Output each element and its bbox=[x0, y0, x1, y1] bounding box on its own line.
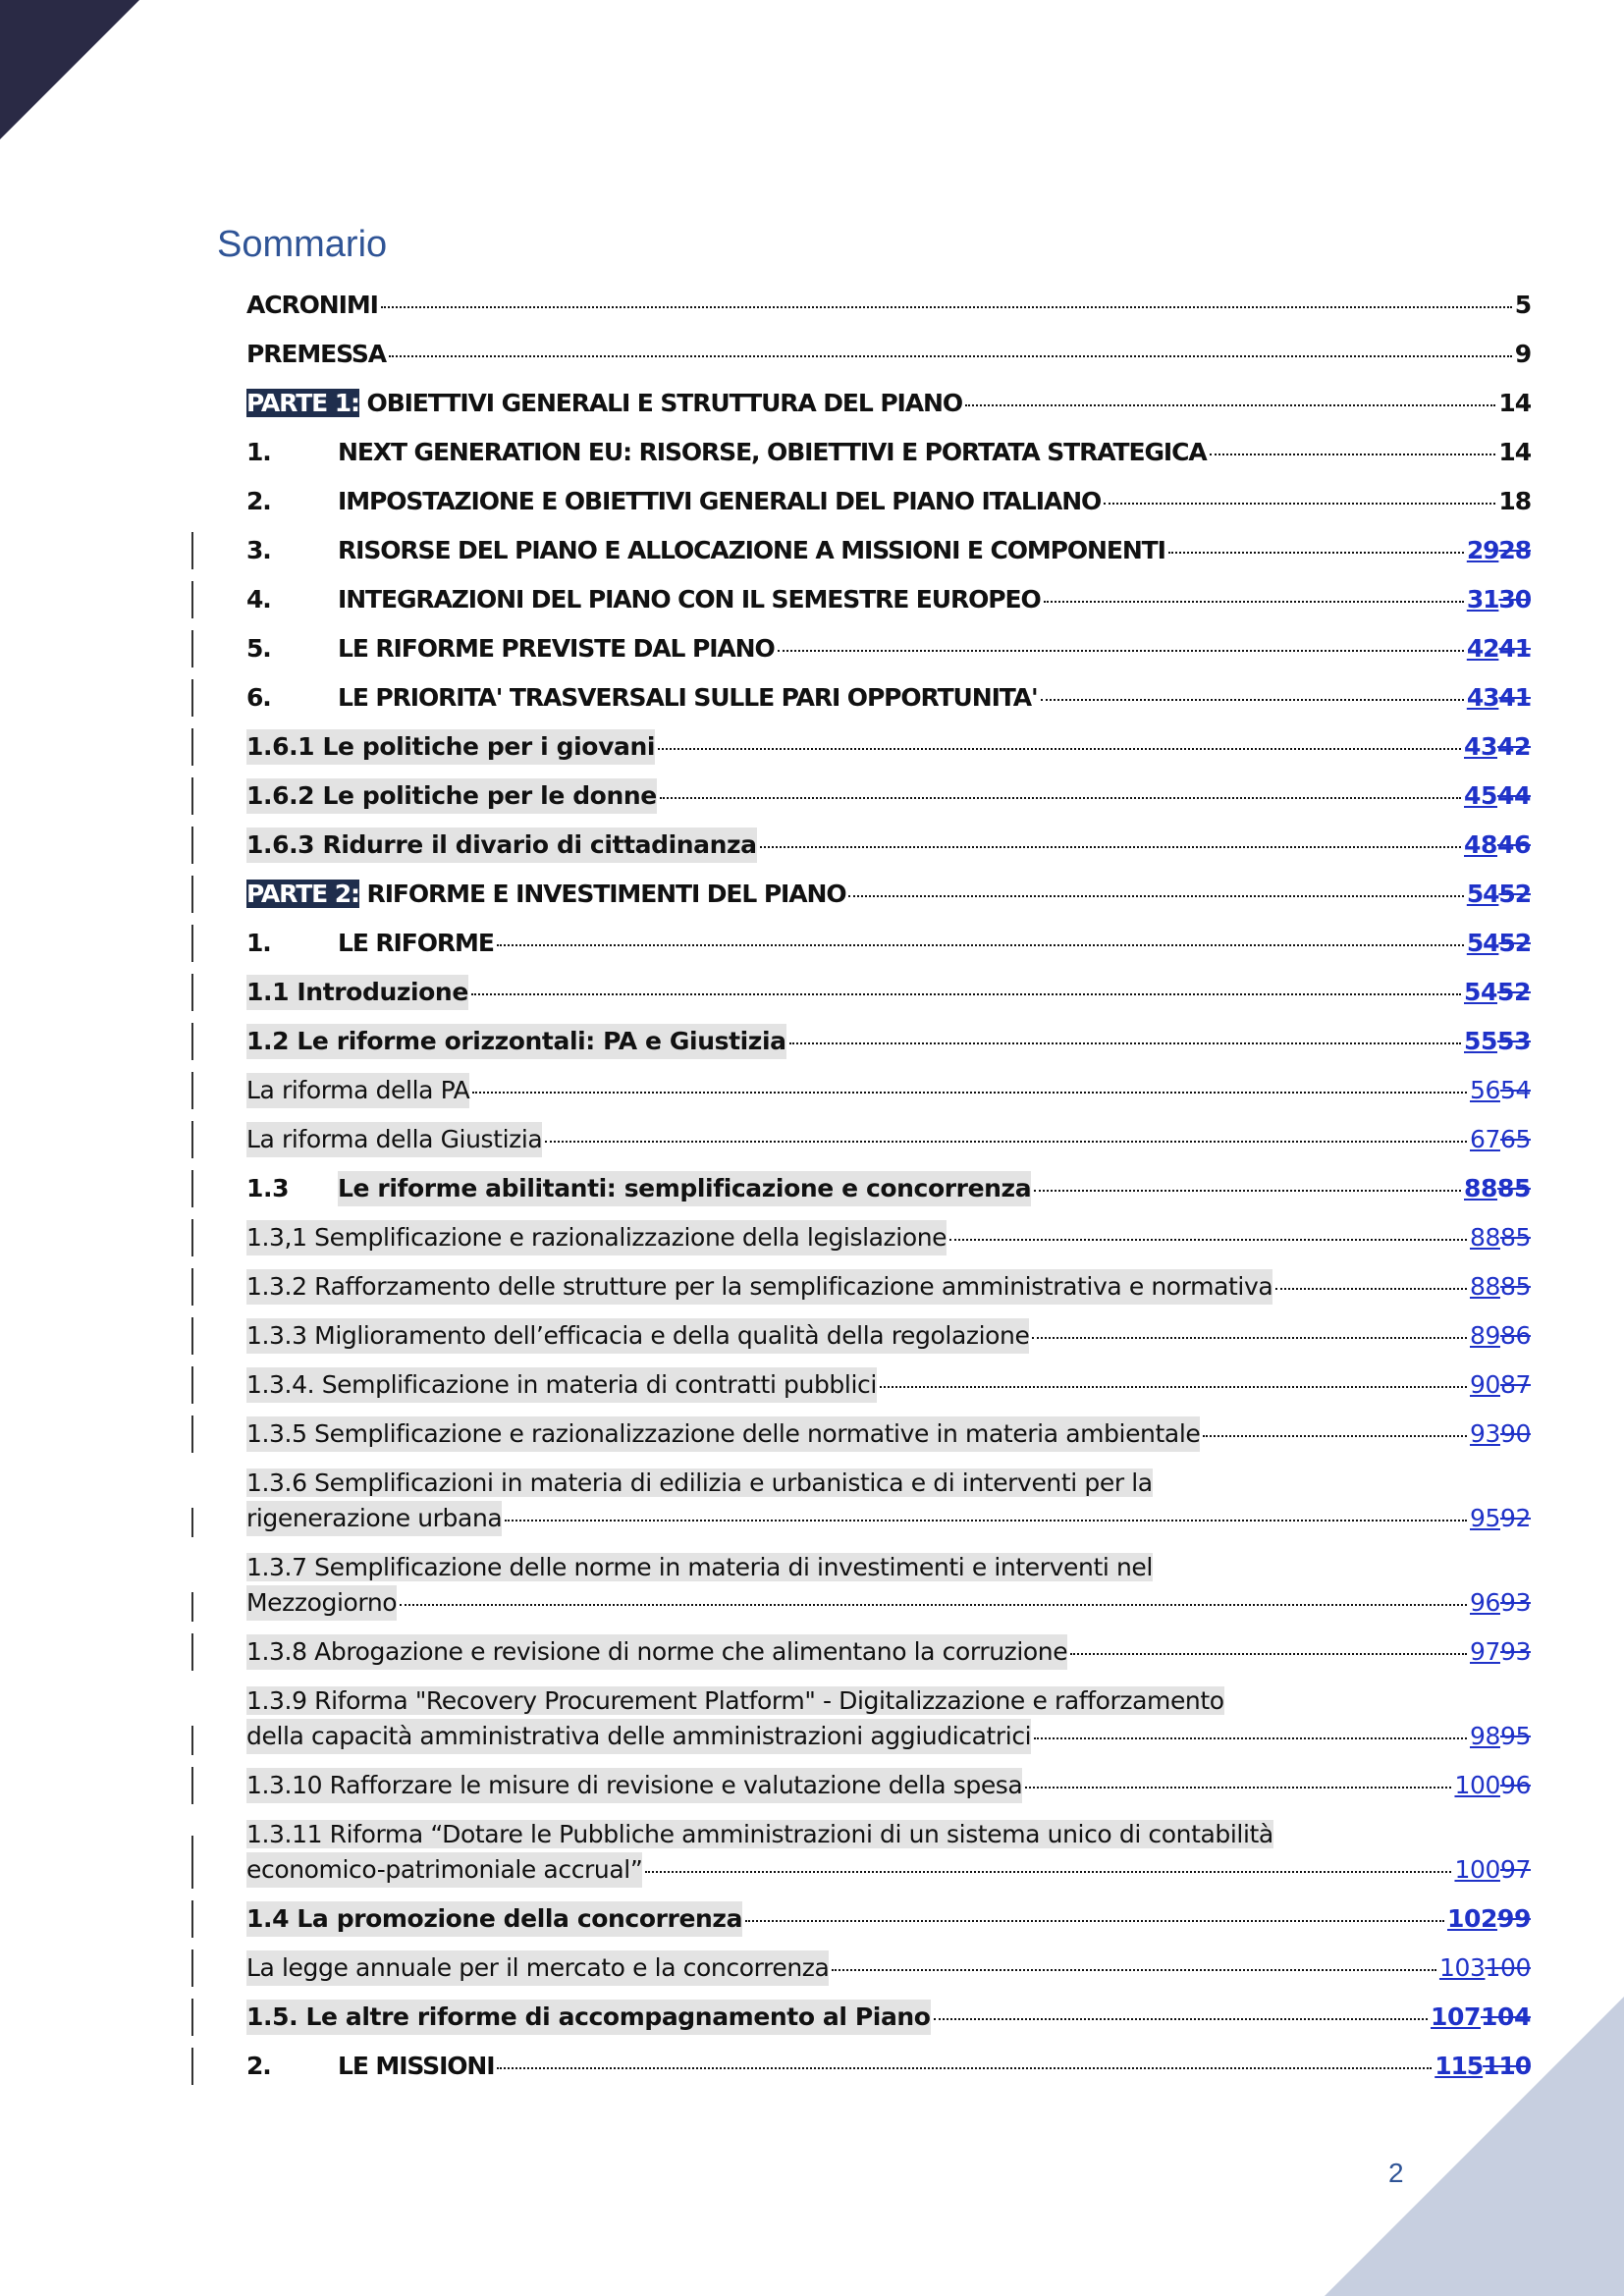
toc-entry-text: La riforma della Giustizia bbox=[246, 1122, 542, 1157]
toc-entry-riforma-giustizia[interactable] bbox=[246, 1115, 1531, 1164]
toc-page-number: 5553 bbox=[1464, 1027, 1531, 1055]
revision-change-bar bbox=[191, 1726, 193, 1755]
dot-leader bbox=[1044, 601, 1464, 603]
toc-page-number: 9087 bbox=[1469, 1370, 1531, 1399]
toc-page-number: 4341 bbox=[1466, 683, 1531, 712]
toc-entry-introduzione[interactable] bbox=[246, 968, 1531, 1017]
toc-page-number: 10097 bbox=[1454, 1855, 1531, 1884]
revision-change-bar bbox=[191, 581, 193, 618]
toc-page-number: 8885 bbox=[1464, 1174, 1531, 1202]
toc-page-number: 5452 bbox=[1466, 929, 1531, 957]
toc-entry-risorse-del-piano[interactable] bbox=[246, 526, 1531, 575]
revision-change-bar bbox=[191, 679, 193, 717]
toc-entry-text-line1: 1.3.7 Semplificazione delle norme in materia di investimenti e interventi nel bbox=[246, 1553, 1153, 1581]
toc-page-number: 5654 bbox=[1469, 1076, 1531, 1104]
toc-page-number: 2928 bbox=[1466, 536, 1531, 564]
revision-change-bar bbox=[191, 1999, 193, 2036]
toc-entry-text: 1.2 Le riforme orizzontali: PA e Giustizia bbox=[246, 1024, 786, 1059]
toc-entry-number: 1. bbox=[246, 438, 271, 466]
toc-entry-integrazioni-semestre[interactable] bbox=[246, 575, 1531, 624]
toc-entry-text: rigenerazione urbana bbox=[246, 1501, 502, 1536]
toc-entry-text: 1.6.2 Le politiche per le donne bbox=[246, 778, 657, 814]
corner-decoration-top-left bbox=[0, 0, 139, 139]
toc-entry-1-3-4[interactable] bbox=[246, 1361, 1531, 1410]
dot-leader bbox=[658, 748, 1461, 750]
revision-change-bar bbox=[191, 1072, 193, 1109]
toc-entry-1-3-9[interactable] bbox=[246, 1677, 1531, 1761]
toc-page-number: 9390 bbox=[1469, 1419, 1531, 1448]
toc-entry-text: La riforma della PA bbox=[246, 1073, 469, 1108]
toc-page-number: 14 bbox=[1498, 389, 1531, 417]
toc-page-number: 8885 bbox=[1469, 1272, 1531, 1301]
toc-page-number: 5452 bbox=[1464, 978, 1531, 1006]
dot-leader bbox=[880, 1386, 1467, 1388]
dot-leader bbox=[1025, 1787, 1451, 1789]
dot-leader bbox=[832, 1969, 1436, 1971]
toc-entry-next-generation-eu[interactable] bbox=[246, 428, 1531, 477]
revision-change-bar bbox=[191, 974, 193, 1011]
dot-leader bbox=[1034, 1190, 1461, 1192]
toc-entry-number: 1.3 bbox=[246, 1174, 290, 1202]
toc-entry-text: 1.6.1 Le politiche per i giovani bbox=[246, 729, 655, 765]
dot-leader bbox=[1275, 1288, 1467, 1290]
toc-entry-number: 2. bbox=[246, 487, 271, 515]
revision-change-bar bbox=[191, 1268, 193, 1306]
revision-change-bar bbox=[191, 1366, 193, 1404]
dot-leader bbox=[400, 1604, 1467, 1606]
toc-entry-politiche-giovani[interactable] bbox=[246, 722, 1531, 772]
toc-page-number: 5 bbox=[1514, 291, 1531, 319]
toc-page-number: 4342 bbox=[1464, 732, 1531, 761]
toc-entry-text: 1.5. Le altre riforme di accompagnamento al Piano bbox=[246, 2000, 931, 2035]
dot-leader bbox=[389, 355, 1512, 357]
revision-change-bar bbox=[191, 2048, 193, 2085]
toc-entry-text: 1.3.10 Rafforzare le misure di revisione e valutazione della spesa bbox=[246, 1768, 1022, 1803]
toc-entry-text: RIFORME E INVESTIMENTI DEL PIANO bbox=[366, 880, 846, 908]
toc-entry-text: 1.3.4. Semplificazione in materia di contratti pubblici bbox=[246, 1367, 877, 1403]
part-label: PARTE 1: bbox=[246, 389, 359, 417]
toc-entry-riforma-pa[interactable] bbox=[246, 1066, 1531, 1115]
toc-entry-1-3-10[interactable] bbox=[246, 1761, 1531, 1810]
toc-page-number: 103100 bbox=[1438, 1953, 1531, 1982]
dot-leader bbox=[949, 1239, 1467, 1241]
toc-entry-riforme-orizzontali[interactable] bbox=[246, 1017, 1531, 1066]
revision-change-bar bbox=[191, 1317, 193, 1355]
toc-entry-number: 5. bbox=[246, 634, 271, 663]
toc-page-number: 4241 bbox=[1466, 634, 1531, 663]
toc-entry-legge-annuale[interactable] bbox=[246, 1944, 1531, 1993]
toc-entry-text: Le riforme abilitanti: semplificazione e concorrenza bbox=[338, 1171, 1031, 1206]
toc-entry-text: 1.3.2 Rafforzamento delle strutture per la semplificazione amministrativa e normativa bbox=[246, 1269, 1272, 1305]
toc-entry-text-line1: 1.3.9 Riforma "Recovery Procurement Platform" - Digitalizzazione e rafforzamento bbox=[246, 1686, 1224, 1715]
revision-change-bar bbox=[191, 1508, 193, 1537]
toc-entry-promozione-concorrenza[interactable] bbox=[246, 1895, 1531, 1944]
dot-leader bbox=[471, 993, 1461, 995]
toc-entry-text-line1: 1.3.6 Semplificazioni in materia di edilizia e urbanistica e di interventi per la bbox=[246, 1468, 1153, 1497]
dot-leader bbox=[505, 1520, 1467, 1522]
toc-entry-text: economico-patrimoniale accrual” bbox=[246, 1852, 642, 1888]
revision-change-bar bbox=[191, 1633, 193, 1671]
dot-leader bbox=[472, 1092, 1467, 1094]
toc-entry-parte-2[interactable] bbox=[246, 870, 1531, 919]
toc-entry-altre-riforme[interactable] bbox=[246, 1993, 1531, 2042]
toc-entry-parte-1[interactable] bbox=[246, 379, 1531, 428]
dot-leader bbox=[1210, 454, 1496, 455]
toc-page-number: 9895 bbox=[1469, 1722, 1531, 1750]
revision-change-bar bbox=[191, 630, 193, 667]
toc-entry-le-missioni[interactable] bbox=[246, 2042, 1531, 2091]
revision-change-bar bbox=[191, 532, 193, 569]
toc-entry-impostazione-obiettivi[interactable] bbox=[246, 477, 1531, 526]
toc-entry-riforme-abilitanti[interactable] bbox=[246, 1164, 1531, 1213]
revision-change-bar bbox=[191, 1767, 193, 1804]
toc-page-number: 10096 bbox=[1454, 1771, 1531, 1799]
dot-leader bbox=[778, 650, 1464, 652]
dot-leader bbox=[497, 2067, 1432, 2069]
toc-page-number: 9 bbox=[1514, 340, 1531, 368]
toc-page-number: 9693 bbox=[1469, 1588, 1531, 1617]
toc-entry-1-3-6[interactable] bbox=[246, 1459, 1531, 1543]
toc-entry-text: 1.3,1 Semplificazione e razionalizzazione della legislazione bbox=[246, 1220, 947, 1255]
dot-leader bbox=[497, 944, 1464, 946]
toc-page-number: 4544 bbox=[1464, 781, 1531, 810]
toc-entry-1-3-7[interactable] bbox=[246, 1543, 1531, 1628]
dot-leader bbox=[745, 1920, 1444, 1922]
toc-entry-premessa[interactable] bbox=[246, 330, 1531, 379]
toc-page-number: 9793 bbox=[1469, 1637, 1531, 1666]
toc-entry-text: LE RIFORME bbox=[338, 929, 494, 957]
dot-leader bbox=[1034, 1737, 1467, 1739]
toc-page-number: 8986 bbox=[1469, 1321, 1531, 1350]
revision-change-bar bbox=[191, 1121, 193, 1158]
toc-entry-text: 1.3.8 Abrogazione e revisione di norme che alimentano la corruzione bbox=[246, 1634, 1067, 1670]
revision-change-bar bbox=[191, 1170, 193, 1207]
dot-leader bbox=[1104, 503, 1495, 505]
dot-leader bbox=[848, 895, 1463, 897]
revision-change-bar bbox=[191, 1219, 193, 1256]
toc-entry-text: LE MISSIONI bbox=[338, 2052, 495, 2080]
toc-entry-1-3-3[interactable] bbox=[246, 1311, 1531, 1361]
toc-page-number: 14 bbox=[1498, 438, 1531, 466]
toc-entry-1-3-8[interactable] bbox=[246, 1628, 1531, 1677]
toc-entry-text: 1.3.5 Semplificazione e razionalizzazione delle normative in materia ambientale bbox=[246, 1416, 1200, 1452]
dot-leader bbox=[381, 306, 1512, 308]
toc-entry-1-3-2[interactable] bbox=[246, 1262, 1531, 1311]
toc-entry-le-riforme[interactable] bbox=[246, 919, 1531, 968]
revision-change-bar bbox=[191, 1592, 193, 1622]
toc-entry-1-3-1[interactable] bbox=[246, 1213, 1531, 1262]
toc-entry-text: INTEGRAZIONI DEL PIANO CON IL SEMESTRE EUROPEO bbox=[338, 585, 1041, 614]
toc-entry-number: 2. bbox=[246, 2052, 271, 2080]
toc-entry-acronimi[interactable] bbox=[246, 281, 1531, 330]
toc-entry-text: PREMESSA bbox=[246, 340, 387, 368]
toc-entry-text: 1.1 Introduzione bbox=[246, 975, 468, 1010]
dot-leader bbox=[1032, 1337, 1467, 1339]
toc-entry-text: della capacità amministrativa delle amministrazioni aggiudicatrici bbox=[246, 1719, 1031, 1754]
revision-change-bar bbox=[191, 728, 193, 766]
revision-change-bar bbox=[191, 777, 193, 815]
toc-entry-priorita-trasversali[interactable] bbox=[246, 673, 1531, 722]
toc-entry-text: La legge annuale per il mercato e la concorrenza bbox=[246, 1950, 829, 1986]
toc-page-number: 115110 bbox=[1435, 2052, 1531, 2080]
revision-change-bar bbox=[191, 1900, 193, 1938]
dot-leader bbox=[760, 846, 1461, 848]
dot-leader bbox=[1203, 1435, 1467, 1437]
dot-leader bbox=[789, 1042, 1461, 1044]
toc-entry-text: LE PRIORITA' TRASVERSALI SULLE PARI OPPORTUNITA' bbox=[338, 683, 1038, 712]
toc-entry-text: LE RIFORME PREVISTE DAL PIANO bbox=[338, 634, 775, 663]
toc-entry-number: 3. bbox=[246, 536, 271, 564]
dot-leader bbox=[1168, 552, 1464, 554]
toc-page-number: 9592 bbox=[1469, 1504, 1531, 1532]
toc-entry-politiche-donne[interactable] bbox=[246, 772, 1531, 821]
part-label: PARTE 2: bbox=[246, 880, 359, 908]
revision-change-bar bbox=[191, 1023, 193, 1060]
toc-entry-text: IMPOSTAZIONE E OBIETTIVI GENERALI DEL PIANO ITALIANO bbox=[338, 487, 1102, 515]
toc-page-number: 5452 bbox=[1466, 880, 1531, 908]
toc-entry-number: 6. bbox=[246, 683, 271, 712]
toc-entry-text-line1: 1.3.11 Riforma “Dotare le Pubbliche amministrazioni di un sistema unico di contabilità bbox=[246, 1820, 1273, 1848]
toc-page-number: 6765 bbox=[1469, 1125, 1531, 1153]
dot-leader bbox=[1070, 1653, 1467, 1655]
toc-entry-1-3-11[interactable] bbox=[246, 1810, 1531, 1895]
toc-entry-text: OBIETTIVI GENERALI E STRUTTURA DEL PIANO bbox=[366, 389, 962, 417]
toc-entry-riforme-previste[interactable] bbox=[246, 624, 1531, 673]
revision-change-bar bbox=[191, 1949, 193, 1987]
dot-leader bbox=[1041, 699, 1464, 701]
toc-entry-1-3-5[interactable] bbox=[246, 1410, 1531, 1459]
toc-page-number: 8885 bbox=[1469, 1223, 1531, 1252]
dot-leader bbox=[660, 797, 1461, 799]
dot-leader bbox=[934, 2018, 1428, 2020]
dot-leader bbox=[965, 404, 1495, 406]
revision-change-bar bbox=[191, 1415, 193, 1453]
dot-leader bbox=[545, 1141, 1467, 1143]
dot-leader bbox=[645, 1871, 1451, 1873]
toc-entry-number: 4. bbox=[246, 585, 271, 614]
toc-page-number: 3130 bbox=[1466, 585, 1531, 614]
toc-entry-text: 1.4 La promozione della concorrenza bbox=[246, 1901, 742, 1937]
toc-page-number: 107104 bbox=[1431, 2002, 1531, 2031]
toc-page-number: 10299 bbox=[1447, 1904, 1531, 1933]
toc-entry-text: NEXT GENERATION EU: RISORSE, OBIETTIVI E PORTATA STRATEGICA bbox=[338, 438, 1207, 466]
page-number: 2 bbox=[1388, 2158, 1404, 2188]
toc-entry-text: 1.6.3 Ridurre il divario di cittadinanza bbox=[246, 828, 757, 863]
revision-change-bar bbox=[191, 876, 193, 913]
toc-entry-text: RISORSE DEL PIANO E ALLOCAZIONE A MISSIONI E COMPONENTI bbox=[338, 536, 1165, 564]
toc-entry-divario-cittadinanza[interactable] bbox=[246, 821, 1531, 870]
toc-title: Sommario bbox=[217, 224, 388, 265]
toc-page-number: 18 bbox=[1498, 487, 1531, 515]
revision-change-bar bbox=[191, 1836, 193, 1889]
table-of-contents bbox=[246, 281, 1531, 2091]
toc-entry-number: 1. bbox=[246, 929, 271, 957]
toc-entry-text: ACRONIMI bbox=[246, 291, 378, 319]
toc-page-number: 4846 bbox=[1464, 830, 1531, 859]
toc-entry-text: Mezzogiorno bbox=[246, 1585, 397, 1621]
toc-entry-text: 1.3.3 Miglioramento dell’efficacia e della qualità della regolazione bbox=[246, 1318, 1029, 1354]
revision-change-bar bbox=[191, 925, 193, 962]
revision-change-bar bbox=[191, 827, 193, 864]
